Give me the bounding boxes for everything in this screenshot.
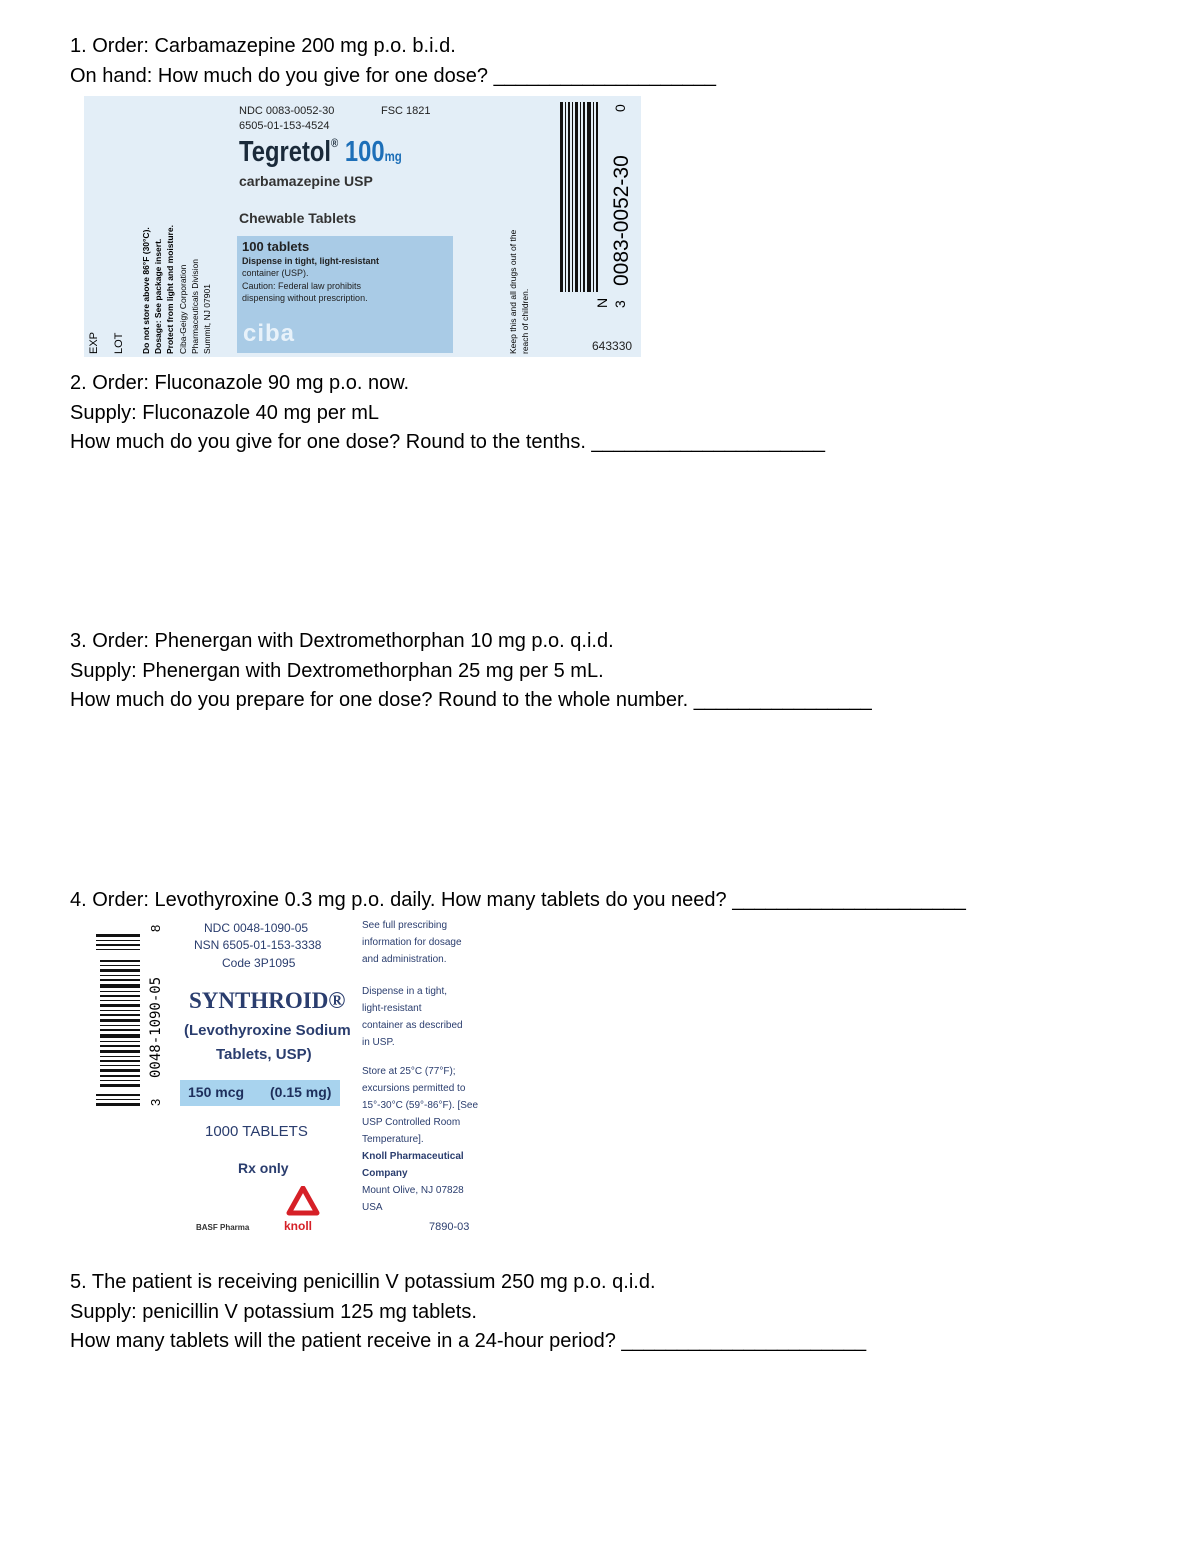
barcode-0: 0	[612, 104, 628, 112]
barcode-n: N	[594, 297, 610, 308]
dosage-text: Dosage: See package insert.	[153, 238, 163, 354]
storage-line: USP Controlled Room	[362, 1117, 461, 1128]
synthroid-label-image	[92, 918, 492, 1240]
question-1	[70, 32, 716, 91]
knoll-logo-icon	[286, 1186, 320, 1218]
info-line: See full prescribing	[362, 920, 448, 931]
ndc-number: NDC 0083-0052-30	[239, 105, 335, 117]
question-number: 5.	[70, 1271, 87, 1293]
question-number: 2.	[70, 372, 87, 394]
nsn-number: NSN 6505-01-153-3338	[194, 938, 322, 952]
question-line: On hand: How much do you give for one dose? ____________________	[70, 64, 717, 87]
storage-line: excursions permitted to	[362, 1083, 466, 1094]
company-line: Mount Olive, NJ 07828	[362, 1185, 464, 1196]
question-5	[70, 1268, 866, 1357]
keep-away-text-2: reach of children.	[520, 288, 530, 354]
dispense-line: Dispense in a tight,	[362, 986, 448, 997]
strength-mg: (0.15 mg)	[270, 1084, 332, 1100]
tegretol-info-box	[237, 236, 453, 353]
info-line: and administration.	[362, 954, 447, 965]
keep-away-text: Keep this and all drugs out of the	[508, 229, 518, 354]
tablet-count: 100 tablets	[242, 239, 310, 254]
tegretol-label-image	[84, 96, 641, 357]
generic-name: (Levothyroxine Sodium	[184, 1022, 351, 1039]
barcode-8: 8	[148, 924, 163, 932]
knoll-logo-text: knoll	[284, 1219, 313, 1233]
ciba-logo: ciba	[243, 320, 296, 347]
question-4	[70, 886, 966, 916]
question-line: Order: Carbamazepine 200 mg p.o. b.i.d.	[92, 35, 456, 57]
question-line: The patient is receiving penicillin V potassium 250 mg p.o. q.i.d.	[91, 1271, 656, 1293]
brand-name: SYNTHROID®	[189, 988, 346, 1013]
generic-name-2: Tablets, USP)	[216, 1046, 312, 1063]
company-line-1: Ciba-Geigy Corporation	[178, 264, 188, 354]
company-line-2: Pharmaceuticals Division	[190, 259, 200, 354]
question-number: 1.	[70, 35, 87, 57]
rx-only: Rx only	[238, 1160, 289, 1176]
barcode-number: 0048-1090-05	[148, 976, 164, 1078]
brand-name: Tegretol® 100mg	[239, 136, 402, 168]
company-line-3: Summit, NJ 07901	[202, 284, 212, 354]
nsn-number: 6505-01-153-4524	[239, 120, 330, 132]
dispense-line: in USP.	[362, 1037, 395, 1048]
company-line: USA	[362, 1202, 383, 1213]
dosage-form: Chewable Tablets	[239, 210, 357, 226]
dispense-line: container as described	[362, 1020, 463, 1031]
info-line: information for dosage	[362, 937, 462, 948]
question-line: Order: Phenergan with Dextromethorphan 10 mg p.o. q.i.d.	[92, 630, 614, 652]
dispense-text-2: container (USP).	[242, 268, 309, 278]
company-line: Company	[362, 1168, 408, 1179]
storage-line: 15°-30°C (59°-86°F). [See	[362, 1100, 479, 1111]
product-code: 643330	[592, 339, 633, 353]
code-number: Code 3P1095	[222, 956, 296, 970]
barcode-3: 3	[148, 1098, 163, 1106]
caution-text: Caution: Federal law prohibits	[242, 281, 362, 291]
generic-name: carbamazepine USP	[239, 173, 373, 189]
storage-text: Do not store above 86°F (30°C).	[141, 227, 151, 354]
question-2	[70, 369, 825, 458]
barcode-icon	[96, 932, 140, 1110]
barcode-3: 3	[612, 300, 628, 308]
lot-label: LOT	[113, 332, 125, 354]
strength-mcg: 150 mcg	[188, 1084, 245, 1100]
protect-text: Protect from light and moisture.	[165, 225, 175, 354]
fsc-number: FSC 1821	[381, 105, 431, 117]
question-line: How much do you give for one dose? Round to the tenths. _____________________	[70, 431, 826, 453]
question-number: 3.	[70, 630, 87, 652]
barcode-number: 0083-0052-30	[610, 155, 633, 286]
storage-line: Temperature].	[362, 1134, 424, 1145]
dispense-line: light-resistant	[362, 1003, 422, 1014]
barcode-icon	[558, 102, 598, 292]
company-line: Knoll Pharmaceutical	[362, 1151, 464, 1162]
strength-box	[180, 1080, 340, 1106]
question-number: 4.	[70, 889, 87, 911]
question-3	[70, 627, 872, 716]
basf-logo: BASF Pharma	[196, 1223, 250, 1232]
dispense-text: Dispense in tight, light-resistant	[242, 256, 380, 266]
lot-code: 7890-03	[429, 1221, 470, 1233]
exp-label: EXP	[88, 331, 100, 354]
question-line: How many tablets will the patient receive in a 24-hour period? ______________________	[70, 1330, 867, 1352]
question-line: Supply: Phenergan with Dextromethorphan 25 mg per 5 mL.	[70, 659, 604, 682]
question-line: Supply: penicillin V potassium 125 mg tablets.	[70, 1300, 477, 1323]
ndc-number: NDC 0048-1090-05	[204, 921, 309, 935]
question-line: Order: Fluconazole 90 mg p.o. now.	[92, 372, 410, 394]
question-line: Order: Levothyroxine 0.3 mg p.o. daily. How many tablets do you need? _____________________	[92, 889, 966, 911]
question-line: Supply: Fluconazole 40 mg per mL	[70, 401, 380, 424]
tablet-count: 1000 TABLETS	[205, 1123, 308, 1140]
caution-text-2: dispensing without prescription.	[242, 293, 368, 303]
question-line: How much do you prepare for one dose? Round to the whole number. ________________	[70, 689, 872, 711]
storage-line: Store at 25°C (77°F);	[362, 1066, 456, 1077]
